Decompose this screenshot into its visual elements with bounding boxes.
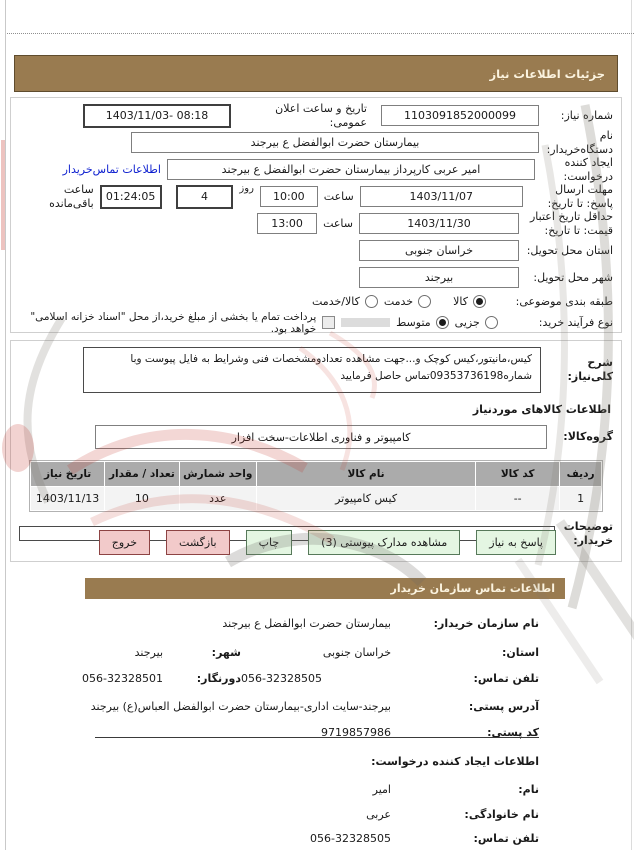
islamic-treasury-checkbox[interactable] bbox=[322, 316, 335, 329]
creator-phone-label: تلفن تماس: bbox=[473, 832, 539, 845]
need-details-header-bar bbox=[14, 55, 618, 92]
creator-phone-value: 056-32328505 bbox=[310, 832, 391, 845]
cell-need-date: 1403/11/13 bbox=[31, 487, 105, 511]
process-type-label: نوع فرآیند خرید: bbox=[538, 315, 613, 329]
need-description-label: شرح کلی‌نیاز: bbox=[567, 356, 613, 383]
cell-goods-name: کیس کامپیوتر bbox=[257, 487, 476, 511]
islamic-treasury-note: پرداخت تمام یا بخشی از مبلغ خرید،از محل "اسناد خزانه اسلامی" خواهد بود. bbox=[30, 310, 317, 335]
org-fax-value: 056-32328501 bbox=[82, 672, 163, 685]
org-province-city-row bbox=[30, 646, 539, 659]
org-phone-value: 056-32328505 bbox=[241, 672, 322, 685]
org-name-row bbox=[30, 617, 539, 630]
price-validity-hour-field[interactable]: 13:00 bbox=[257, 213, 317, 234]
cell-quantity: 10 bbox=[105, 487, 179, 511]
creator-first-name-label: نام: bbox=[518, 783, 539, 796]
view-attached-documents-button[interactable]: مشاهده مدارک پیوستی (3) bbox=[308, 530, 460, 555]
table-row bbox=[31, 487, 602, 511]
print-button[interactable]: چاپ bbox=[246, 530, 293, 555]
org-contact-header-bar bbox=[85, 578, 565, 599]
creator-info-title: اطلاعات ایجاد کننده درخواست: bbox=[371, 755, 539, 768]
org-address-value: بیرجند-سایت اداری-بیمارستان حضرت ابوالفضل العباس(ع) بیرجند bbox=[90, 700, 391, 713]
org-name-label: نام سازمان خریدار: bbox=[433, 617, 539, 630]
process-type-option-medium-label: متوسط bbox=[396, 316, 431, 329]
buyer-contact-link[interactable]: اطلاعات تماس‌خریدار bbox=[62, 163, 161, 176]
response-deadline-row bbox=[19, 183, 613, 210]
page-left-border bbox=[5, 0, 6, 850]
org-phone-fax-row bbox=[30, 672, 539, 685]
buyer-notes-label: توضیحات خریدار: bbox=[563, 520, 613, 547]
col-goods-name: نام کالا bbox=[257, 462, 476, 487]
respond-to-need-button[interactable]: پاسخ به نیاز bbox=[476, 530, 556, 555]
need-info-panel bbox=[10, 97, 622, 333]
org-province-label: استان: bbox=[502, 646, 539, 659]
announce-datetime-field[interactable]: 1403/11/03- 08:18 bbox=[83, 104, 231, 128]
org-province-value: خراسان جنوبی bbox=[322, 646, 391, 659]
request-creator-field[interactable]: امیر عربی کارپرداز بیمارستان حضرت ابوالفضل ع بیرجند bbox=[167, 159, 535, 180]
col-goods-code: کد کالا bbox=[476, 462, 560, 487]
goods-section-title: اطلاعات کالاهای موردنیاز bbox=[472, 403, 611, 416]
remaining-days-field: 4 bbox=[176, 185, 234, 209]
delivery-city-field[interactable]: بیرجند bbox=[359, 267, 519, 288]
creator-first-name-row bbox=[30, 783, 539, 796]
classification-option-goods-label: کالا bbox=[453, 295, 468, 308]
disabled-strip bbox=[341, 318, 390, 327]
need-number-label: شماره نیاز: bbox=[560, 108, 613, 122]
request-creator-row bbox=[19, 156, 613, 183]
process-type-row bbox=[19, 312, 613, 333]
cell-counting-unit: عدد bbox=[179, 487, 256, 511]
goods-group-field[interactable]: کامپیوتر و فناوری اطلاعات-سخت افزار bbox=[95, 425, 547, 449]
delivery-city-label: شهر محل تحویل: bbox=[533, 270, 613, 284]
price-validity-label: حداقل تاریخ اعتبار قیمت: تا تاریخ: bbox=[529, 209, 613, 237]
cell-goods-code: -- bbox=[476, 487, 560, 511]
col-need-date: تاریخ نیاز bbox=[31, 462, 105, 487]
org-postal-code-label: کد پستی: bbox=[487, 726, 539, 739]
radio-selected-icon[interactable] bbox=[473, 295, 486, 308]
need-description-textarea[interactable]: کیس،مانیتور،کیس کوچک و...جهت مشاهده تعدادومشخصات فنی وشرایط به فایل پیوست وبا شماره09353736198تماس حاصل فرمایید bbox=[83, 347, 541, 393]
deadline-hour-label: ساعت bbox=[323, 189, 354, 203]
radio-unselected-icon[interactable] bbox=[418, 295, 431, 308]
creator-last-name-value: عربی bbox=[366, 808, 391, 821]
col-counting-unit: واحد شمارش bbox=[179, 462, 256, 487]
classification-row bbox=[19, 291, 613, 312]
classification-option-service[interactable] bbox=[384, 295, 431, 308]
need-number-field[interactable]: 1103091852000099 bbox=[381, 105, 539, 126]
radio-unselected-icon[interactable] bbox=[365, 295, 378, 308]
org-contact-title: اطلاعات تماس سازمان خریدار bbox=[390, 582, 555, 595]
need-description-row bbox=[19, 347, 613, 393]
delivery-province-row bbox=[19, 237, 613, 264]
page-right-border bbox=[631, 0, 632, 850]
response-deadline-date-field[interactable]: 1403/11/07 bbox=[360, 186, 523, 207]
goods-table bbox=[30, 461, 602, 511]
back-button[interactable]: بازگشت bbox=[166, 530, 230, 555]
need-details-title: جزئیات اطلاعات نیاز bbox=[489, 66, 605, 81]
need-number-row bbox=[19, 102, 613, 129]
top-dotted-divider bbox=[7, 33, 634, 34]
buyer-org-row bbox=[19, 129, 613, 156]
price-validity-hour-label: ساعت bbox=[323, 216, 353, 230]
org-address-label: آدرس پستی: bbox=[468, 700, 539, 713]
org-address-row bbox=[30, 700, 539, 713]
classification-label: طبقه بندی موضوعی: bbox=[515, 294, 613, 308]
action-buttons-row bbox=[99, 530, 556, 555]
goods-group-row bbox=[19, 425, 613, 449]
creator-first-name-value: امیر bbox=[372, 783, 391, 796]
response-deadline-label: مهلت ارسال پاسخ: تا تاریخ: bbox=[547, 182, 613, 210]
announce-datetime-label: تاریخ و ساعت اعلان عمومی: bbox=[275, 101, 367, 129]
response-deadline-hour-field[interactable]: 10:00 bbox=[260, 186, 318, 207]
classification-option-goods-service[interactable] bbox=[312, 295, 378, 308]
process-type-option-medium[interactable] bbox=[396, 316, 449, 329]
process-type-option-minor-label: جزیی bbox=[454, 316, 480, 329]
exit-button[interactable]: خروج bbox=[99, 530, 150, 555]
col-quantity: تعداد / مقدار bbox=[105, 462, 179, 487]
org-city-value: بیرجند bbox=[134, 646, 163, 659]
deadline-day-label: روز bbox=[239, 183, 254, 194]
classification-option-goods-service-label: کالا/خدمت bbox=[312, 295, 360, 308]
delivery-province-label: استان محل تحویل: bbox=[526, 243, 613, 257]
delivery-city-row bbox=[19, 264, 613, 291]
buyer-org-label: نام دستگاه‌خریدار: bbox=[546, 128, 613, 156]
buyer-org-field[interactable]: بیمارستان حضرت ابوالفضل ع بیرجند bbox=[131, 132, 539, 153]
remaining-time-field: 01:24:05 bbox=[100, 185, 162, 209]
goods-table-header-row bbox=[31, 462, 602, 487]
radio-unselected-icon[interactable] bbox=[485, 316, 498, 329]
classification-option-goods[interactable] bbox=[453, 295, 486, 308]
cell-row-number: 1 bbox=[560, 487, 602, 511]
org-fax-label: دورنگار: bbox=[196, 672, 241, 685]
creator-last-name-label: نام خانوادگی: bbox=[464, 808, 539, 821]
goods-group-label: گروه‌کالا: bbox=[563, 430, 613, 444]
section-divider bbox=[95, 737, 539, 738]
radio-selected-icon[interactable] bbox=[436, 316, 449, 329]
delivery-province-field[interactable]: خراسان جنوبی bbox=[359, 240, 519, 261]
org-name-value: بیمارستان حضرت ابوالفضل ع بیرجند bbox=[222, 617, 391, 630]
goods-table-wrapper bbox=[29, 460, 603, 512]
org-phone-label: تلفن تماس: bbox=[473, 672, 539, 685]
request-creator-label: ایجاد کننده درخواست: bbox=[563, 155, 613, 183]
goods-info-panel bbox=[10, 340, 622, 562]
org-postal-code-value: 9719857986 bbox=[321, 726, 391, 739]
creator-phone-row bbox=[30, 832, 539, 845]
remaining-hours-label: ساعت باقی‌مانده bbox=[49, 182, 94, 210]
col-row-number: ردیف bbox=[560, 462, 602, 487]
price-validity-date-field[interactable]: 1403/11/30 bbox=[359, 213, 519, 234]
classification-option-service-label: خدمت bbox=[383, 295, 414, 308]
creator-last-name-row bbox=[30, 808, 539, 821]
org-city-label: شهر: bbox=[211, 646, 241, 659]
price-validity-row bbox=[19, 210, 613, 237]
process-type-option-minor[interactable] bbox=[455, 316, 498, 329]
